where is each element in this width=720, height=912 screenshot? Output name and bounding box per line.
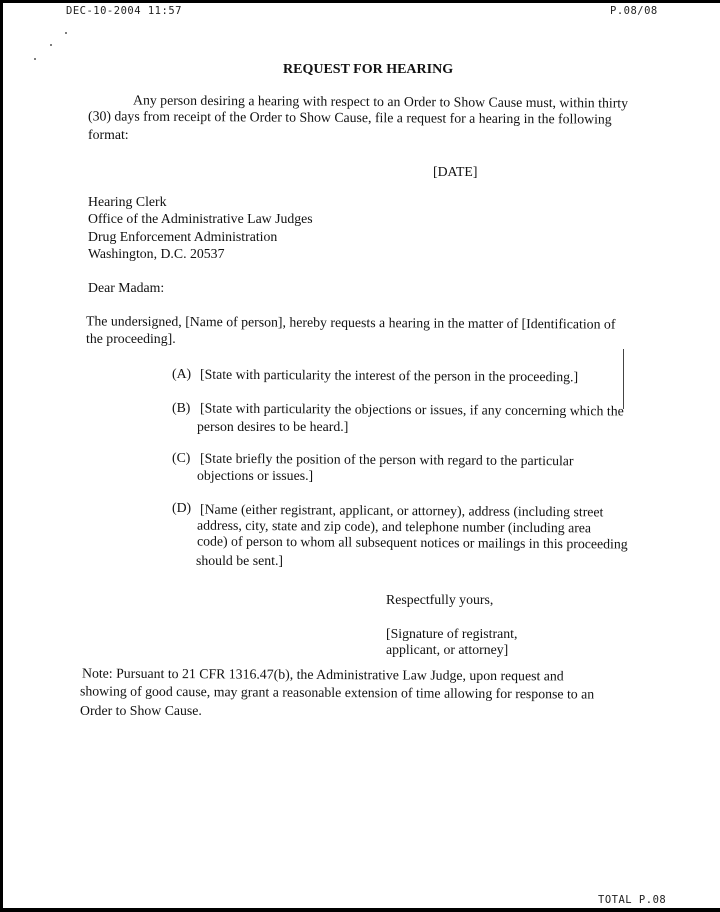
note-line-2: showing of good cause, may grant a reasonable extension of time allowing for response to an [79, 683, 595, 702]
scan-margin-line [623, 349, 624, 409]
item-b-line-1: [State with particularity the objections or issues, if any concerning which the [199, 400, 624, 419]
address-line-2: Office of the Administrative Law Judges [88, 211, 313, 226]
item-c-label: (C) [172, 450, 191, 465]
fax-header-datetime: DEC-10-2004 11:57 [66, 5, 182, 17]
fax-footer-total: TOTAL P.08 [598, 894, 667, 906]
closing: Respectfully yours, [386, 592, 494, 607]
salutation: Dear Madam: [88, 280, 165, 295]
item-d-line-1: [Name (either registrant, applicant, or attorney), address (including street [199, 501, 604, 520]
request-line-1: The undersigned, [Name of person], hereby requests a hearing in the matter of [Identification of [85, 313, 616, 332]
signature-line-2: applicant, or attorney] [386, 642, 509, 657]
scan-speck [34, 58, 36, 60]
request-line-2: the proceeding]. [86, 331, 176, 346]
intro-line-2: (30) days from receipt of the Order to Show Cause, file a request for a hearing in the following [87, 108, 612, 127]
signature-line-1: [Signature of registrant, [386, 626, 518, 641]
item-a-line-1: [State with particularity the interest of the person in the proceeding.] [199, 366, 579, 385]
item-d-line-3: code) of person to whom all subsequent notices or mailings in this proceeding [196, 533, 628, 552]
scan-speck [65, 32, 67, 34]
item-d-line-4: should be sent.] [196, 553, 283, 568]
address-line-1: Hearing Clerk [88, 194, 167, 209]
item-a-label: (A) [172, 366, 192, 381]
page-title: REQUEST FOR HEARING [283, 62, 454, 77]
intro-line-3: format: [88, 127, 129, 142]
scan-border-bottom [0, 908, 720, 912]
scan-speck [50, 44, 52, 46]
note-line-3: Order to Show Cause. [80, 703, 202, 718]
intro-line-1: Any person desiring a hearing with respect to an Order to Show Cause must, within thirty [132, 92, 629, 111]
address-line-3: Drug Enforcement Administration [88, 229, 278, 244]
scan-border-left [0, 0, 3, 912]
item-d-line-2: address, city, state and zip code), and telephone number (including area [196, 517, 592, 536]
item-d-label: (D) [172, 500, 192, 515]
fax-header-page: P.08/08 [610, 5, 658, 17]
item-c-line-2: objections or issues.] [197, 468, 314, 483]
item-b-line-2: person desires to be heard.] [197, 419, 349, 434]
address-line-4: Washington, D.C. 20537 [88, 246, 225, 261]
date-placeholder: [DATE] [433, 164, 478, 179]
scan-border-top [0, 0, 720, 3]
note-line-1: Note: Pursuant to 21 CFR 1316.47(b), the Administrative Law Judge, upon request and [81, 665, 564, 684]
item-c-line-1: [State briefly the position of the person with regard to the particular [199, 450, 574, 469]
item-b-label: (B) [172, 400, 191, 415]
